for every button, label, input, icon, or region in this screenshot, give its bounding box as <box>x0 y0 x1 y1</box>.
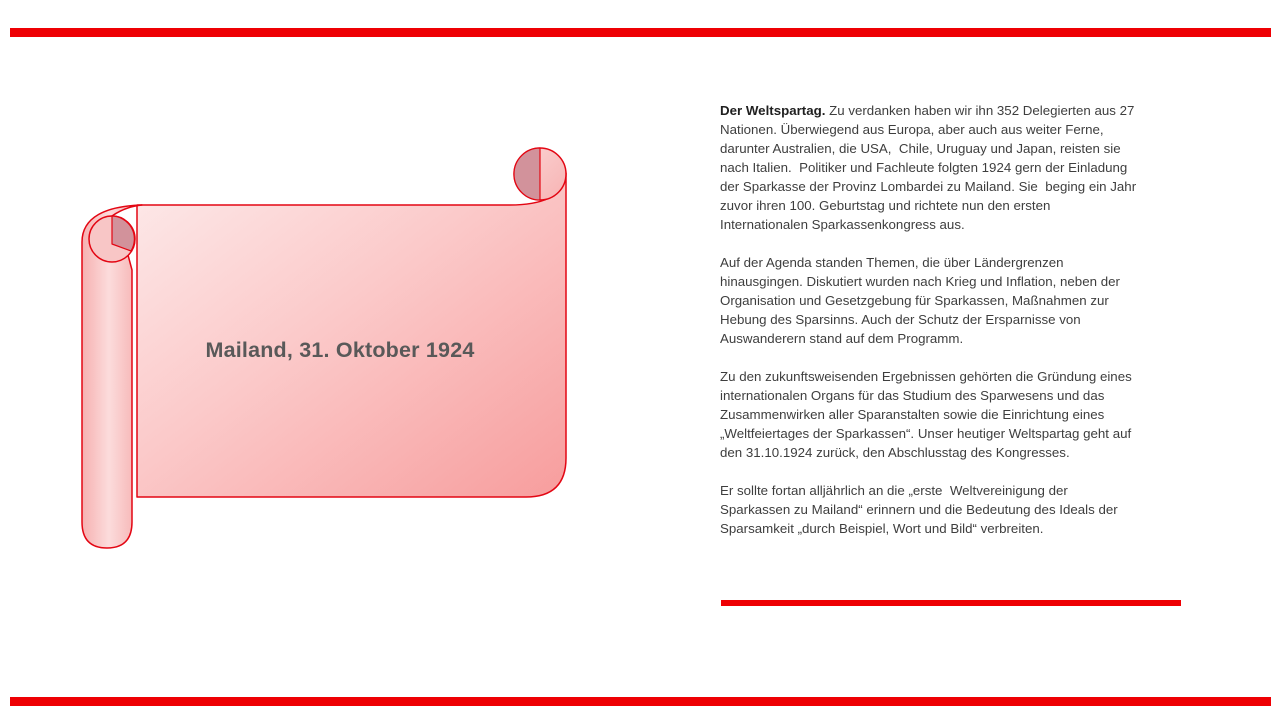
paragraph-1 <box>720 101 1140 234</box>
scroll-left-coil-shadow <box>112 216 134 251</box>
scroll-top-right-curl-shadow <box>514 148 540 200</box>
paragraph-1-lead: Der Weltspartag. <box>720 103 826 118</box>
paragraph-3: Zu den zukunftsweisenden Ergebnissen gehörten die Gründung eines internationalen Organs für das Studium des Sparwesens und das Zusammenwirken aller Sparanstalten sowie die Einrichtung eines „Weltfeiertages der Sparkassen“. Unser heutiger Weltspartag geht auf den 31.10.1924 zurück, den Abschlusstag des Kongresses. <box>720 369 1136 460</box>
article-text-column <box>720 101 1140 557</box>
paragraph-1-body: Zu verdanken haben wir ihn 352 Delegierten aus 27 Nationen. Überwiegend aus Europa, aber auch aus weiter Ferne, darunter Australien, die USA, Chile, Uruguay und Japan, reisten sie nach Italien. Politiker und Fachleute folgten 1924 gern der Einladung der Sparkasse der Provinz Lombardei zu Mailand. Sie beging ein Jahr zuvor ihren 100. Geburtstag und richtete nun den ersten Internationalen Sparkassenkongress aus. <box>720 103 1140 232</box>
bottom-accent-bar <box>10 697 1271 706</box>
scroll-sheet <box>137 173 566 497</box>
top-accent-bar <box>10 28 1271 37</box>
scroll-caption: Mailand, 31. Oktober 1924 <box>205 338 475 362</box>
paragraph-2: Auf der Agenda standen Themen, die über Ländergrenzen hinausgingen. Diskutiert wurden nach Krieg und Inflation, neben der Organisation und Gesetzgebung für Sparkassen, Maßnahmen zur Hebung des Sparsinns. Auch der Schutz der Ersparnisse von Auswanderern stand auf dem Programm. <box>720 255 1124 346</box>
red-divider-line <box>721 600 1181 606</box>
paragraph-4: Er sollte fortan alljährlich an die „erste Weltvereinigung der Sparkassen zu Mailand“ erinnern und die Bedeutung des Ideals der Sparsamkeit „durch Beispiel, Wort und Bild“ verbreiten. <box>720 483 1122 536</box>
